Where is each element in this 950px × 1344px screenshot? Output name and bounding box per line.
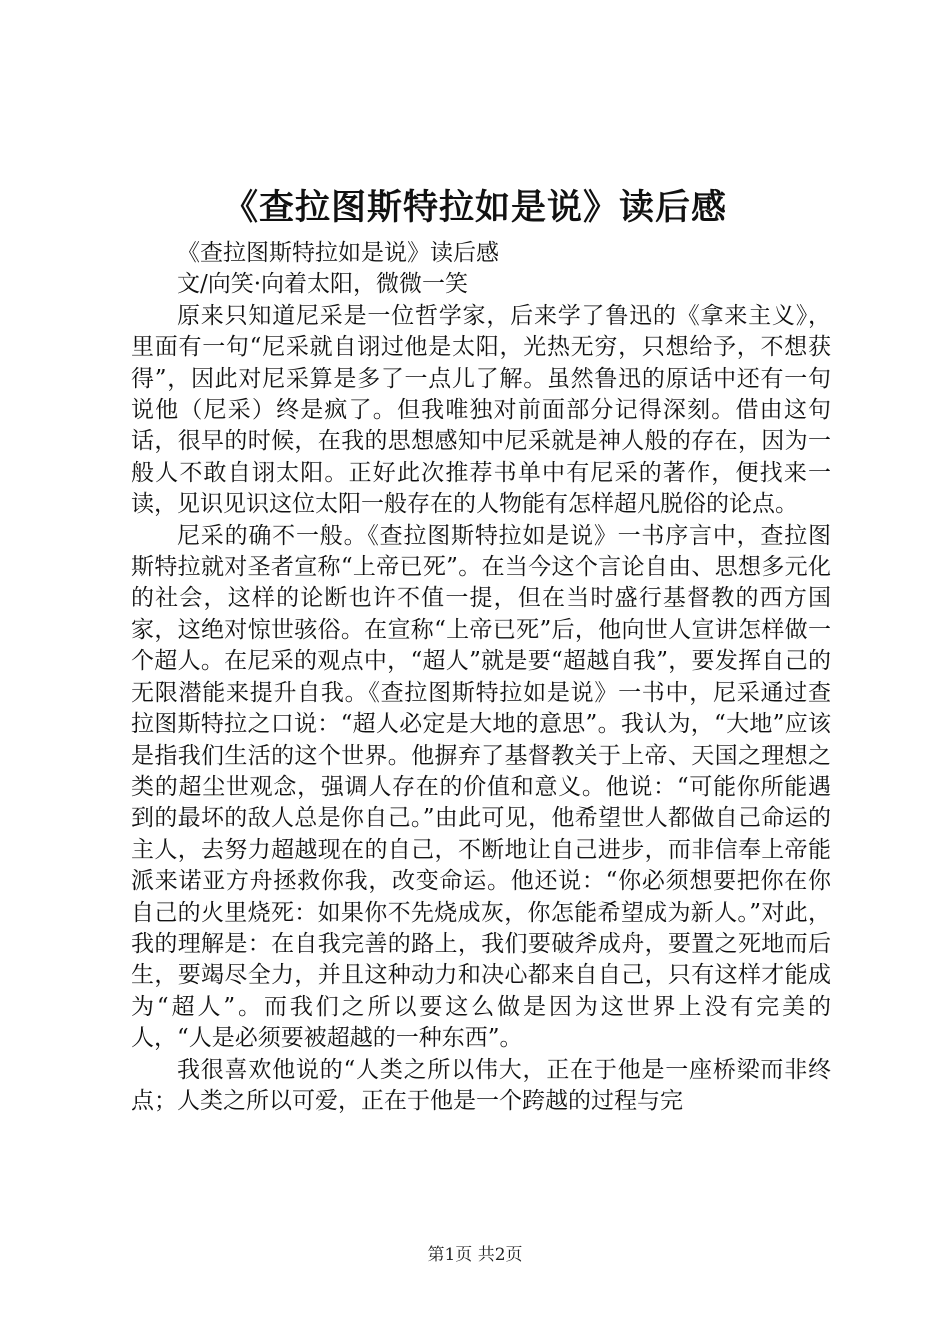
paragraph-intro: 原来只知道尼采是一位哲学家，后来学了鲁迅的《拿来主义》，里面有一句“尼采就自诩过他是太阳，光热无穷，只想给予，不想获得”，因此对尼采算是多了一点儿了解。虽然鲁迅的原话中还有一句说他（尼采）终是疯了。但我唯独对前面部分记得深刻。借由这句话，很早的时候，在我的思想感知中尼采就是神人般的存在，因为一般人不敢自诩太阳。正好此次推荐书单中有尼采的著作，便找来一读，见识见识这位太阳一般存在的人物能有怎样超凡脱俗的论点。 [131,302,831,518]
paragraph-main: 尼采的确不一般。《查拉图斯特拉如是说》一书序言中，查拉图斯特拉就对圣者宣称“上帝已死”。在当今这个言论自由、思想多元化的社会，这样的论断也许不值一提，但在当时盛行基督教的西方国家，这绝对惊世骇俗。在宣称“上帝已死”后，他向世人宣讲怎样做一个超人。在尼采的观点中，“超人”就是要“超越自我”，要发挥自己的无限潜能来提升自我。《查拉图斯特拉如是说》一书中，尼采通过查拉图斯特拉之口说：“超人必定是大地的意思”。我认为，“大地”应该是指我们生活的这个世界。他摒弃了基督教关于上帝、天国之理想之类的超尘世观念，强调人存在的价值和意义。他说：“可能你所能遇到的最坏的敌人总是你自己。”由此可见，他希望世人都做自己命运的主人，去努力超越现在的自己，不断地让自己进步，而非信奉上帝能派来诺亚方舟拯救你我，改变命运。他还说：“你必须想要把你在你自己的火里烧死：如果你不先烧成灰，你怎能希望成为新人。”对此，我的理解是：在自我完善的路上，我们要破斧成舟，要置之死地而后生，要竭尽全力，并且这种动力和决心都来自自己，只有这样才能成为“超人”。而我们之所以要这么做是因为这世界上没有完美的人，“人是必须要被超越的一种东西”。 [131,522,831,1052]
paragraph-author: 文/向笑·向着太阳，微微一笑 [177,271,469,298]
paragraph-last: 我很喜欢他说的“人类之所以伟大，正在于他是一座桥梁而非终点；人类之所以可爱，正在于他是一个跨越的过程与完 [131,1056,831,1114]
document-title: 《查拉图斯特拉如是说》读后感 [222,187,727,228]
document-body [131,238,831,1117]
paragraph-subtitle: 《查拉图斯特拉如是说》读后感 [177,240,499,266]
page-footer: 第1页 共2页 [427,1245,523,1265]
